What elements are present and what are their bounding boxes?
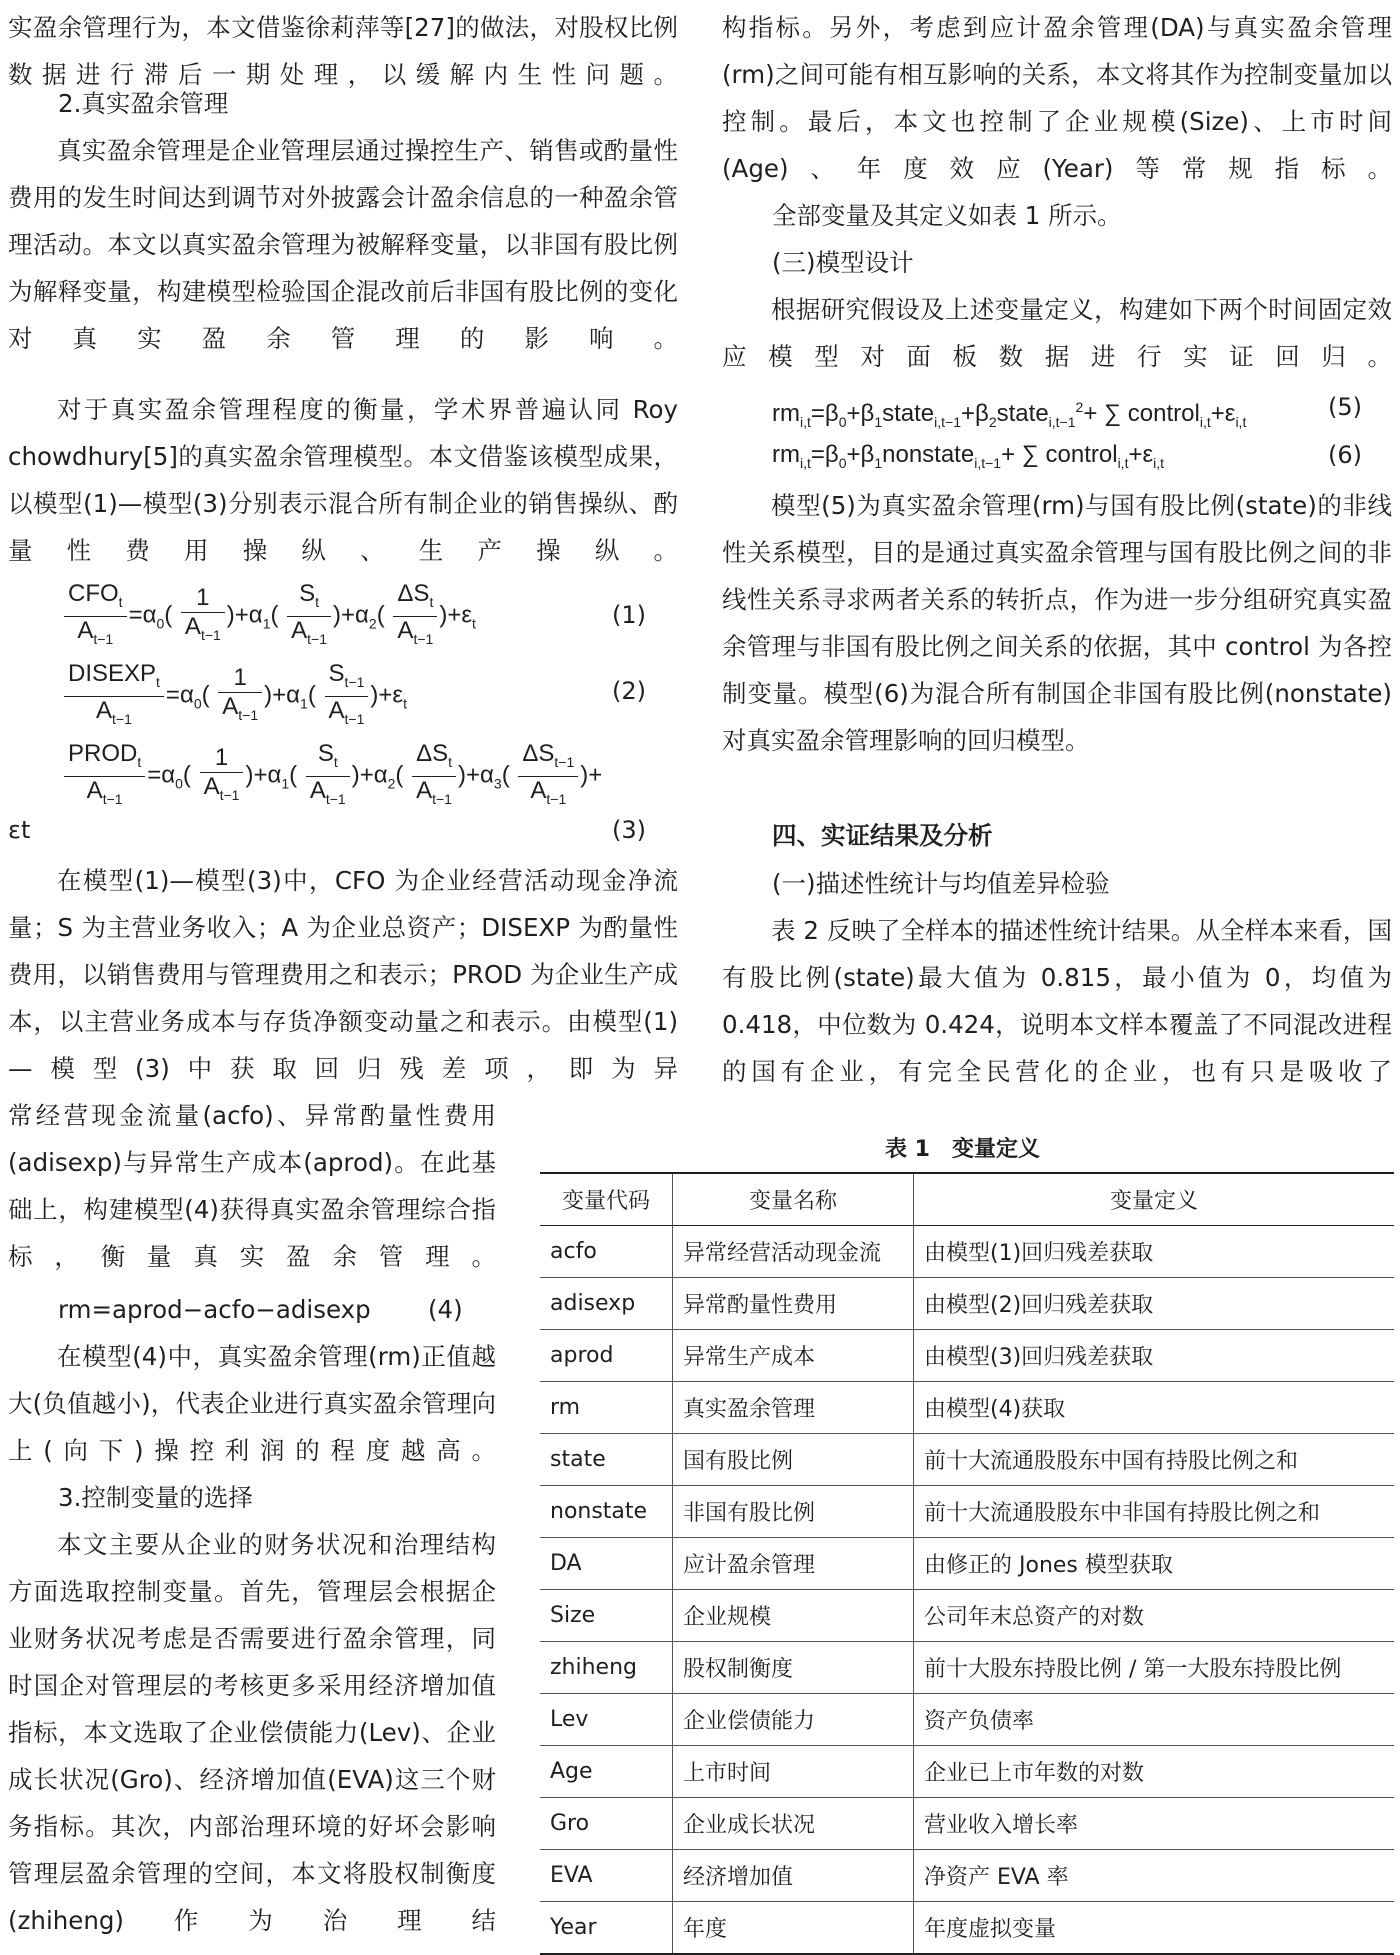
equation-5: $rm_{i,t}=\beta_0+\beta_1state_{i,t-1}+\beta_2state_{i,t-1}^2+$ ∑ $control_{i,t}+\varepsilon_{i,t}$ (772, 399, 1247, 430)
table-cell-code: rm (540, 1382, 673, 1434)
table1-header-code: 变量代码 (540, 1173, 673, 1226)
paragraph-equation-explanation: 模型(5)为真实盈余管理(rm)与国有股比例(state)的非线性关系模型，目的是通过真实盈余管理与国有股比例之间的非线性关系寻求两者关系的转折点，作为进一步分组研究真实盈余管理与非国有股比例之间关系的依据，其中 control 为各控制变量。模型(6)为混合所有制国企非国有股比例(nonstate)对真实盈余管理影响的回归模型。 (722, 491, 1392, 755)
table-cell-code: nonstate (540, 1486, 673, 1538)
table-cell-code: state (540, 1434, 673, 1486)
table-cell-definition: 前十大流通股股东中非国有持股比例之和 (914, 1486, 1395, 1538)
table-cell-definition: 年度虚拟变量 (914, 1902, 1395, 1955)
table-cell-name: 经济增加值 (673, 1850, 914, 1902)
table-cell-definition: 资产负债率 (914, 1694, 1395, 1746)
table-cell-name: 股权制衡度 (673, 1642, 914, 1694)
table-cell-code: Size (540, 1590, 673, 1642)
table1-header-name: 变量名称 (673, 1173, 914, 1226)
table-row (540, 1590, 1394, 1642)
table-cell-definition: 公司年末总资产的对数 (914, 1590, 1395, 1642)
paragraph-control-cont: 构指标。另外，考虑到应计盈余管理(DA)与真实盈余管理(rm)之间可能有相互影响的关系，本文将其作为控制变量加以控制。最后，本文也控制了企业规模(Size)、上市时间(Age)、年度效应(Year)等常规指标。 (722, 13, 1392, 183)
table-cell-name: 异常生产成本 (673, 1330, 914, 1382)
heading-real-earnings: 2.真实盈余管理 (58, 89, 229, 118)
table-cell-name: 应计盈余管理 (673, 1538, 914, 1590)
table-row (540, 1902, 1394, 1955)
table-cell-name: 国有股比例 (673, 1434, 914, 1486)
table-row (540, 1226, 1394, 1278)
equation-3-number: (3) (612, 816, 646, 844)
table-cell-code: Lev (540, 1694, 673, 1746)
table-cell-code: Age (540, 1746, 673, 1798)
table-row (540, 1538, 1394, 1590)
table-cell-code: aprod (540, 1330, 673, 1382)
paragraph-rm: 在模型(4)中，真实盈余管理(rm)正值越大(负值越小)，代表企业进行真实盈余管理向上(向下)操控利润的程度越高。 (8, 1342, 496, 1465)
table-cell-code: DA (540, 1538, 673, 1590)
paragraph-model-design: 根据研究假设及上述变量定义，构建如下两个时间固定效应模型对面板数据进行实证回归。 (722, 295, 1392, 371)
equation-4: rm=aprod−acfo−adisexp (58, 1295, 371, 1324)
table-cell-definition: 由模型(4)获取 (914, 1382, 1395, 1434)
table-row (540, 1850, 1394, 1902)
table-cell-name: 年度 (673, 1902, 914, 1955)
table-row (540, 1330, 1394, 1382)
equation-4-number: (4) (428, 1295, 463, 1324)
table-cell-name: 企业规模 (673, 1590, 914, 1642)
table-cell-name: 企业偿债能力 (673, 1694, 914, 1746)
table1-caption: 表 1 变量定义 (885, 1137, 1040, 1162)
paragraph-real-earnings: 真实盈余管理是企业管理层通过操控生产、销售或酌量性费用的发生时间达到调节对外披露会计盈余信息的一种盈余管理活动。本文以真实盈余管理为被解释变量，以非国有股比例为解释变量，构建模型检验国企混改前后非国有股比例的变化对真实盈余管理的影响。 (8, 136, 678, 353)
table-cell-code: Gro (540, 1798, 673, 1850)
table-cell-name: 异常经营活动现金流 (673, 1226, 914, 1278)
table-row (540, 1746, 1394, 1798)
equation-2-number: (2) (612, 677, 646, 705)
equation-6-number: (6) (1328, 441, 1362, 469)
table-cell-code: EVA (540, 1850, 673, 1902)
table-row (540, 1382, 1394, 1434)
table-cell-definition: 由修正的 Jones 模型获取 (914, 1538, 1395, 1590)
table-cell-name: 真实盈余管理 (673, 1382, 914, 1434)
paragraph-measurement: 对于真实盈余管理程度的衡量，学术界普遍认同 Roy chowdhury[5]的真实盈余管理模型。本文借鉴该模型成果，以模型(1)—模型(3)分别表示混合所有制企业的销售操纵、酌量性费用操纵、生产操纵。 (8, 395, 678, 565)
equation-3: $\frac{PROD_t}{A_{t-1}}$ $=\alpha_0$( $\frac{1}{A_{t-1}}$ )$+\alpha_1$( $\frac{S_t}{A_{t-1}}$ )$+\alpha_2$( $\frac{\Delta S_t}{A_{t-1}}$ )$+\alpha_3$( $\frac{\Delta S_{t-1}}{A_{t-1}}$ )+ (62, 740, 602, 813)
heading-control-variables: 3.控制变量的选择 (58, 1483, 253, 1512)
table-cell-name: 非国有股比例 (673, 1486, 914, 1538)
table-row (540, 1642, 1394, 1694)
table1-header-definition: 变量定义 (914, 1173, 1395, 1226)
table-cell-name: 上市时间 (673, 1746, 914, 1798)
paragraph-models-cont: 常经营现金流量(acfo)、异常酌量性费用(adisexp)与异常生产成本(aprod)。在此基础上，构建模型(4)获得真实盈余管理综合指标，衡量真实盈余管理。 (8, 1101, 496, 1271)
equation-1-number: (1) (612, 601, 646, 629)
paragraph-intro: 实盈余管理行为，本文借鉴徐莉萍等[27]的做法，对股权比例数据进行滞后一期处理，以缓解内生性问题。 (8, 13, 678, 89)
table-cell-definition: 营业收入增长率 (914, 1798, 1395, 1850)
heading-descriptive-stats: (一)描述性统计与均值差异检验 (772, 869, 1110, 898)
table-cell-definition: 净资产 EVA 率 (914, 1850, 1395, 1902)
equation-2: $\frac{DISEXP_t}{A_{t-1}}$ $=\alpha_0$( $\frac{1}{A_{t-1}}$ )$+\alpha_1$( $\frac{S_{t-1}}{A_{t-1}}$ )$+\varepsilon_t$ (62, 660, 407, 733)
table-cell-code: adisexp (540, 1278, 673, 1330)
heading-model-design: (三)模型设计 (772, 248, 914, 277)
table-row (540, 1798, 1394, 1850)
table-row (540, 1278, 1394, 1330)
table-row (540, 1486, 1394, 1538)
table-row (540, 1434, 1394, 1486)
equation-3-tail: εt (8, 816, 31, 844)
table-cell-name: 异常酌量性费用 (673, 1278, 914, 1330)
table-cell-definition: 由模型(3)回归残差获取 (914, 1330, 1395, 1382)
table-cell-name: 企业成长状况 (673, 1798, 914, 1850)
table-cell-definition: 企业已上市年数的对数 (914, 1746, 1395, 1798)
table-row (540, 1694, 1394, 1746)
table-cell-definition: 由模型(2)回归残差获取 (914, 1278, 1395, 1330)
table-cell-definition: 由模型(1)回归残差获取 (914, 1226, 1395, 1278)
section-heading-results: 四、实证结果及分析 (772, 821, 993, 850)
table-cell-code: Year (540, 1902, 673, 1955)
equation-1: $\frac{CFO_t}{A_{t-1}}$ $=\alpha_0$( $\frac{1}{A_{t-1}}$ )$+\alpha_1$( $\frac{S_t}{A_{t-1}}$ )$+\alpha_2$( $\frac{\Delta S_t}{A_{t-1}}$ )$+\varepsilon_t$ (62, 580, 476, 653)
paragraph-control: 本文主要从企业的财务状况和治理结构方面选取控制变量。首先，管理层会根据企业财务状况考虑是否需要进行盈余管理，同时国企对管理层的考核更多采用经济增加值指标，本文选取了企业偿债能力(Lev)、企业成长状况(Gro)、经济增加值(EVA)这三个财务指标。其次，内部治理环境的好坏会影响管理层盈余管理的空间，本文将股权制衡度(zhiheng)作为治理结 (8, 1530, 496, 1935)
table-cell-code: zhiheng (540, 1642, 673, 1694)
equation-6: $rm_{i,t}=\beta_0+\beta_1nonstate_{i,t-1}+$ ∑ $control_{i,t}+\varepsilon_{i,t}$ (772, 441, 1165, 471)
equation-5-number: (5) (1328, 393, 1362, 421)
table-cell-definition: 前十大股东持股比例 / 第一大股东持股比例 (914, 1642, 1395, 1694)
paragraph-all-variables: 全部变量及其定义如表 1 所示。 (772, 201, 1122, 230)
table-cell-code: acfo (540, 1226, 673, 1278)
paragraph-descriptive: 表 2 反映了全样本的描述性统计结果。从全样本来看，国有股比例(state)最大值为 0.815，最小值为 0，均值为 0.418，中位数为 0.424，说明本文样本覆盖了不同混改进程的国有企业，有完全民营化的企业，也有只是吸收了 (722, 916, 1392, 1086)
paragraph-models: 在模型(1)—模型(3)中，CFO 为企业经营活动现金净流量；S 为主营业务收入；A 为企业总资产；DISEXP 为酌量性费用，以销售费用与管理费用之和表示；PROD 为企业生产成本，以主营业务成本与存货净额变动量之和表示。由模型(1)—模型(3)中获取回归残差项，即为异 (8, 866, 678, 1083)
table1 (540, 1172, 1394, 1955)
table-cell-definition: 前十大流通股股东中国有持股比例之和 (914, 1434, 1395, 1486)
